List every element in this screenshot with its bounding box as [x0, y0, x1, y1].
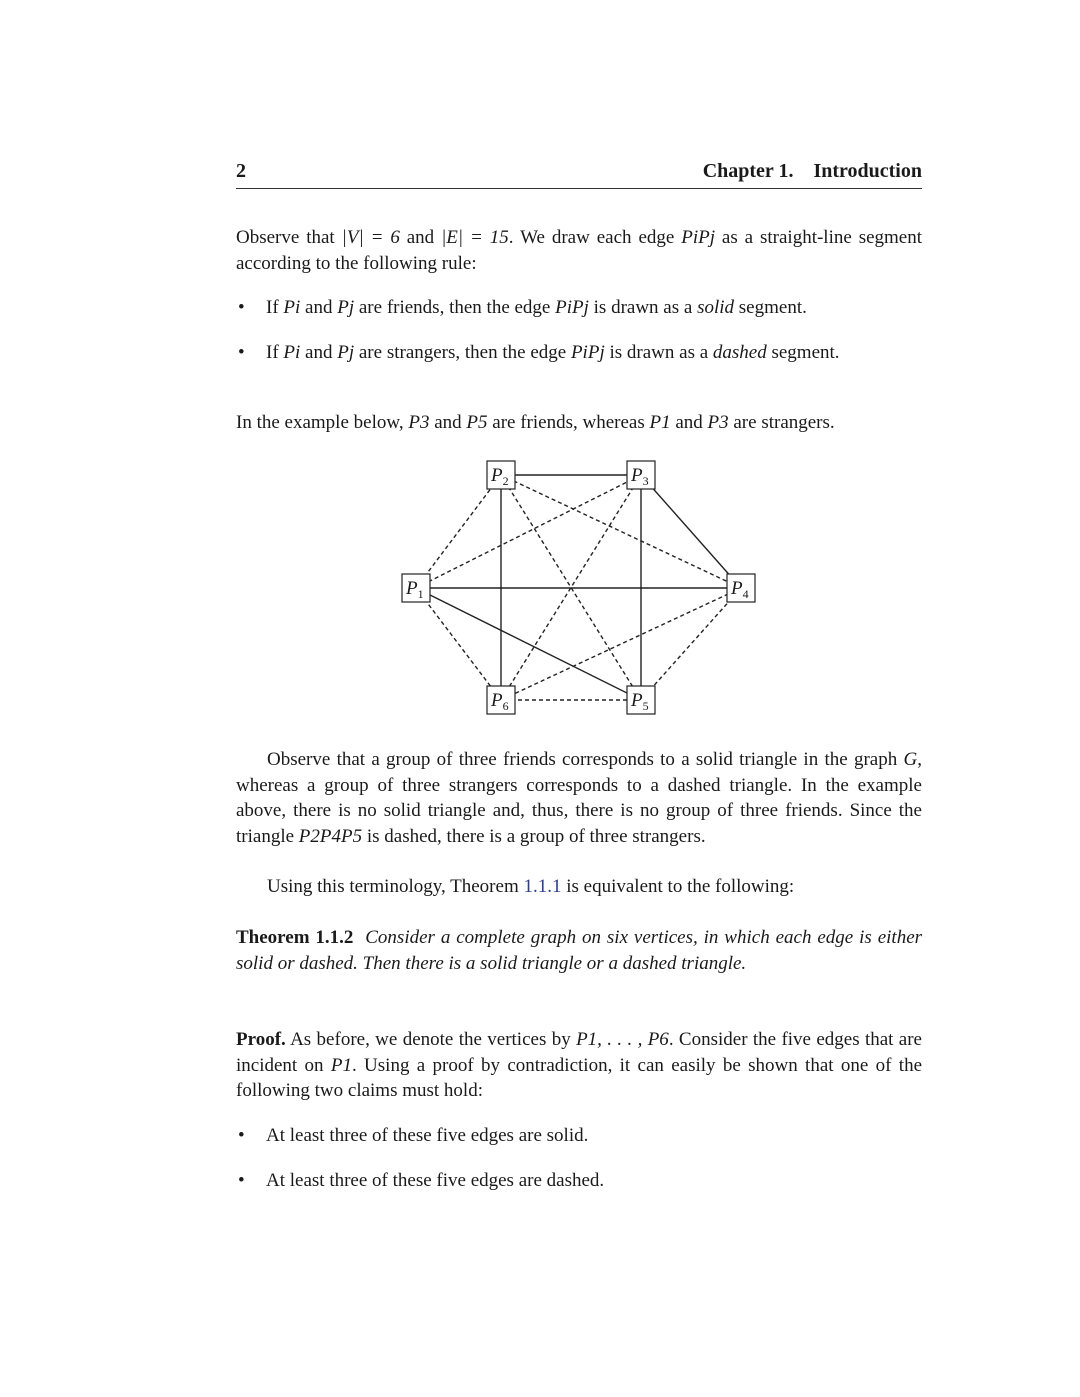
dashed-edge-P4-P5 — [641, 588, 741, 700]
terminology-paragraph: Using this terminology, Theorem 1.1.1 is equivalent to the following: — [267, 876, 795, 897]
svg-text:P2: $P_2$ — [491, 465, 509, 488]
bullet-icon: • — [238, 1170, 245, 1191]
observe-paragraph: Observe that a group of three friends corresponds to a solid triangle in the graph G, whereas a group of three strangers corresponds to a dashed triangle. In the example above, there is no solid triangle and, thus, there is no group of three friends. Since the triangle P2P4P5 is dashed, there is a group of three strangers. — [236, 749, 922, 847]
graph-edges — [416, 475, 741, 700]
bullet-icon: • — [238, 342, 245, 363]
dashed-edge-P4-P6 — [501, 588, 741, 700]
svg-text:P3: $P_3$ — [631, 465, 649, 488]
page-number: 2 — [236, 160, 246, 182]
proof-paragraph: Proof. As before, we denote the vertices by P1, . . . , P6. Consider the five edges that are incident on P1. Using a proof by contradiction, it can easily be shown that one of the following two claims must hold: — [236, 1029, 922, 1101]
page — [236, 0, 922, 1397]
vertex-p2 — [487, 461, 515, 489]
dashed-edge-P1-P2 — [416, 475, 501, 588]
theorem-label: Theorem 1.1.2 — [236, 927, 354, 948]
claim-item-dashed: • At least three of these five edges are dashed. — [266, 1168, 922, 1194]
running-header — [236, 160, 922, 189]
svg-text:P4: $P_4$ — [731, 578, 749, 601]
edge-symbol: PiPj — [681, 227, 715, 248]
bullet-icon: • — [238, 1125, 245, 1146]
proof-label: Proof. — [236, 1029, 286, 1050]
vertex-p5 — [627, 686, 655, 714]
rule-item-dashed: • If Pi and Pj are strangers, then the edge PiPj is drawn as a dashed segment. — [266, 340, 922, 366]
theorem-reference-link[interactable]: 1.1.1 — [523, 876, 562, 897]
claim-item-solid: • At least three of these five edges are solid. — [266, 1123, 922, 1149]
svg-text:P1: $P_1$ — [406, 578, 424, 601]
vertex-p4 — [727, 574, 755, 602]
graph-figure — [396, 455, 766, 720]
dashed-edge-P2-P4 — [501, 475, 741, 588]
svg-text:P5: $P_5$ — [631, 690, 649, 713]
rule-item-solid: • If Pi and Pj are friends, then the edge PiPj is drawn as a solid segment. — [266, 295, 922, 321]
triangle-symbol: P2P4P5 — [298, 825, 363, 847]
solid-edge-P1-P5 — [416, 588, 641, 700]
theorem-text: Consider a complete graph on six vertices, in which each edge is either solid or dashed. Then there is a solid triangle or a dashed triangle. — [236, 927, 923, 974]
example-paragraph: In the example below, P3 and P5 are friends, whereas P1 and P3 are strangers. — [236, 412, 835, 433]
edge-count: |E| = 15 — [441, 227, 509, 248]
chapter-title: Chapter 1. Introduction — [702, 160, 922, 182]
theorem-block — [236, 925, 922, 976]
vertex-p6 — [487, 686, 515, 714]
solid-edge-P3-P4 — [641, 475, 741, 588]
svg-text:P6: $P_6$ — [491, 690, 509, 713]
dashed-edge-P1-P6 — [416, 588, 501, 700]
intro-paragraph: Observe that |V| = 6 and |E| = 15. We draw each edge PiPj as a straight-line segment according to the following rule: — [236, 227, 923, 274]
dashed-edge-P1-P3 — [416, 475, 641, 588]
vertex-p3 — [627, 461, 655, 489]
vertex-count: |V| = 6 — [341, 227, 400, 248]
bullet-icon: • — [238, 297, 245, 318]
vertex-p1 — [402, 574, 430, 602]
